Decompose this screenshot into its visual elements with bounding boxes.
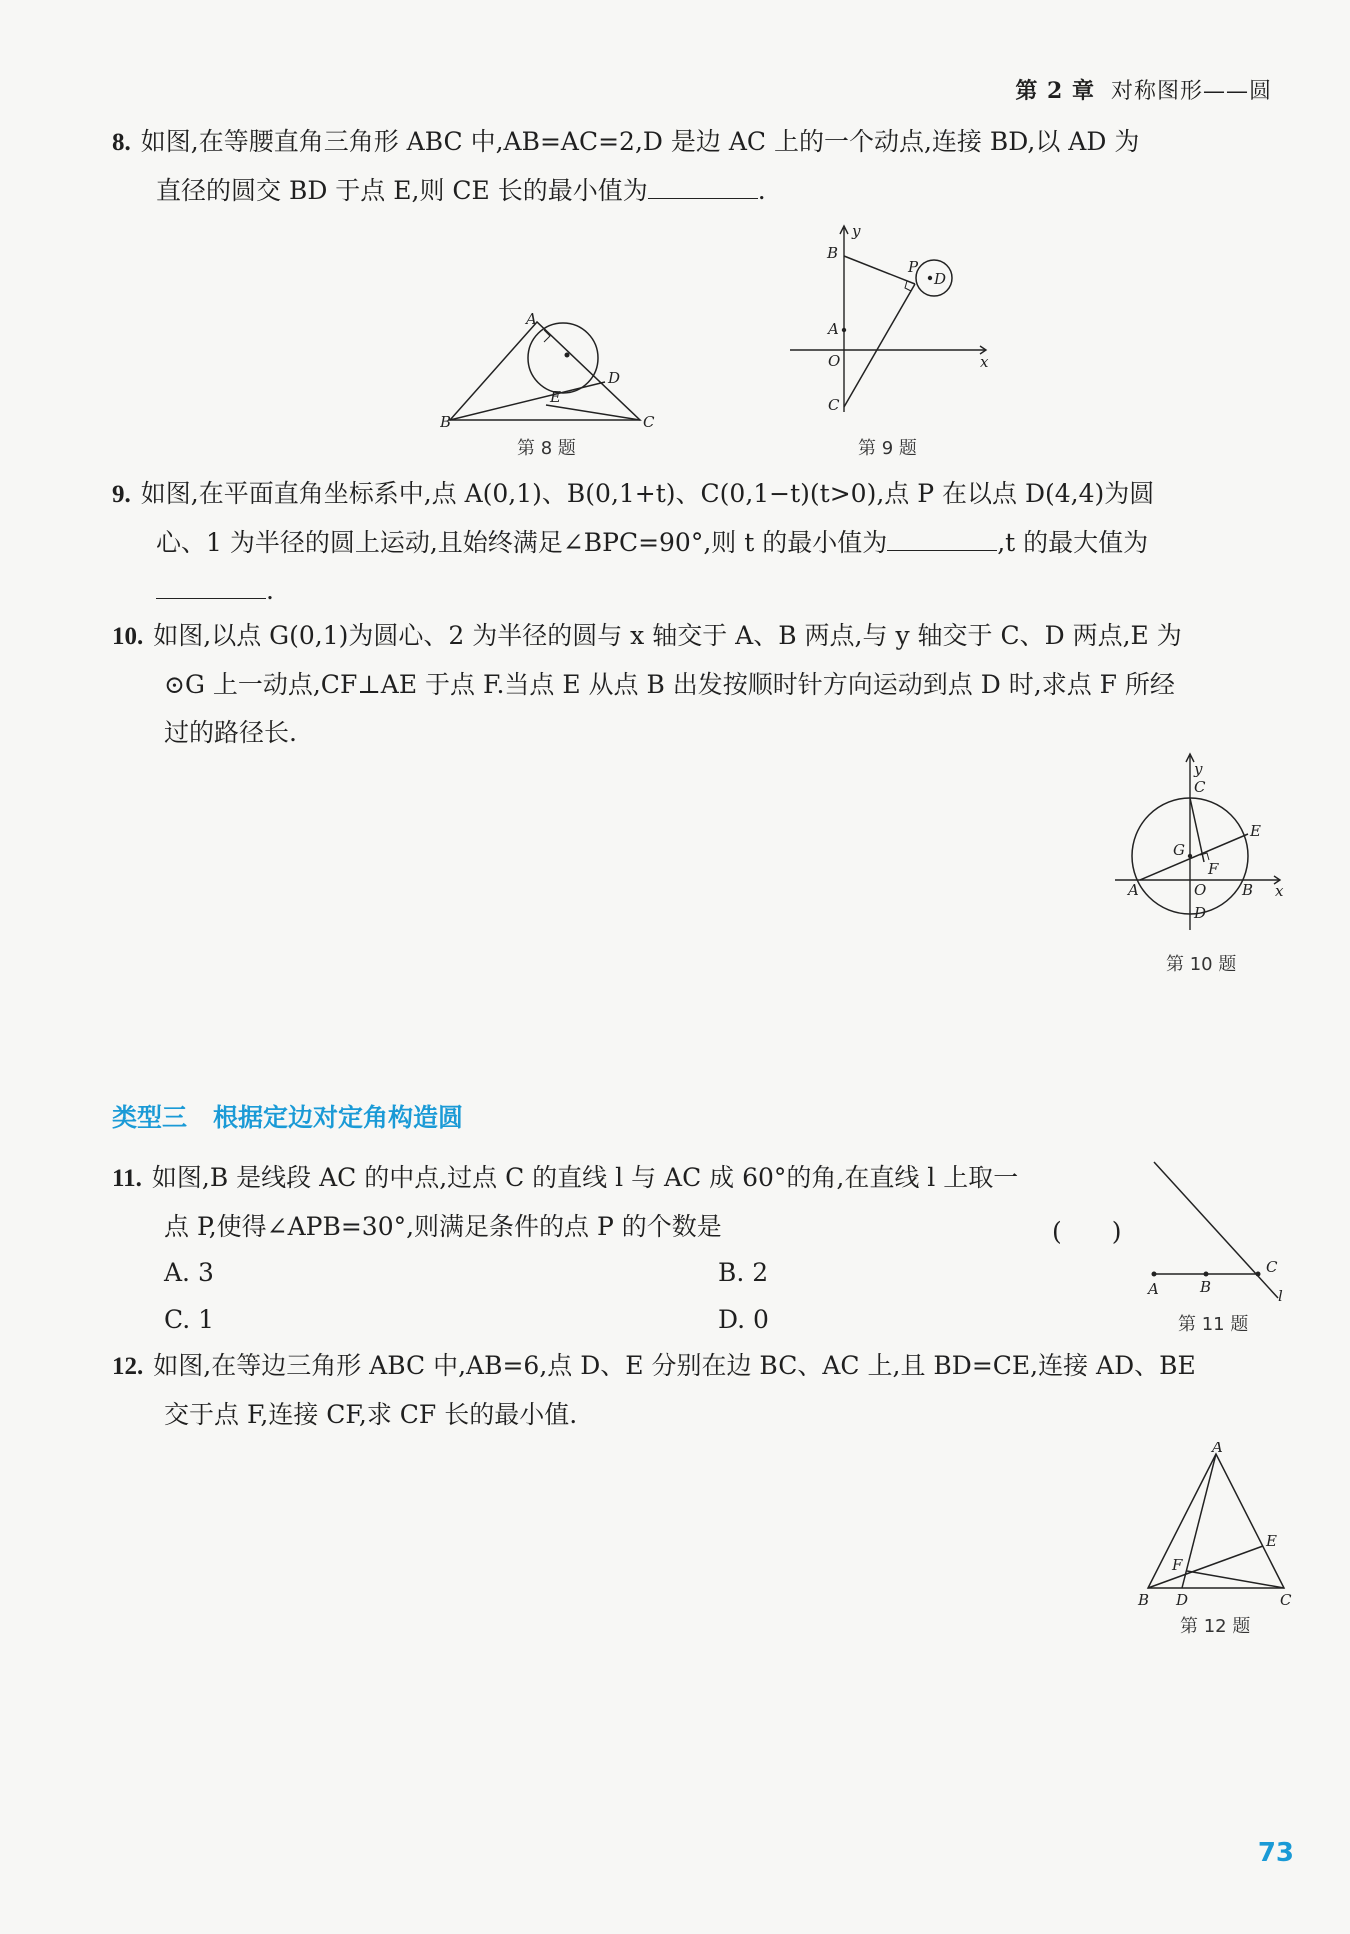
section-header xyxy=(112,1098,463,1134)
question-number: 8. xyxy=(112,129,131,156)
question-number: 11. xyxy=(112,1165,142,1192)
question-text-line: 直径的圆交 BD 于点 E,则 CE 长的最小值为 xyxy=(156,176,648,205)
figure-10-caption: 第 10 题 xyxy=(1166,954,1237,975)
label-x-axis: x xyxy=(980,353,989,371)
figure-9-caption: 第 9 题 xyxy=(858,438,917,459)
question-text-line: 过的路径长. xyxy=(164,718,297,747)
question-text-line: 交于点 F,连接 CF,求 CF 长的最小值. xyxy=(164,1400,578,1429)
question-text-line: ,t 的最大值为 xyxy=(997,528,1149,557)
label-c: C xyxy=(1266,1258,1278,1276)
question-text-line: 心、1 为半径的圆上运动,且始终满足∠BPC=90°,则 t 的最小值为 xyxy=(156,528,888,557)
section-title: 根据定边对定角构造圆 xyxy=(213,1103,464,1132)
section-label: 类型三 xyxy=(112,1103,188,1132)
label-f: F xyxy=(1172,1556,1183,1574)
question-text-line: 如图,B 是线段 AC 的中点,过点 C 的直线 l 与 AC 成 60°的角,在直线 l 上取一 xyxy=(151,1163,1019,1192)
label-c: C xyxy=(643,413,655,430)
label-b: B xyxy=(1242,881,1254,899)
label-b: B xyxy=(1200,1278,1212,1296)
choice-c[interactable]: C. 1 xyxy=(164,1305,215,1334)
chapter-header xyxy=(1015,74,1272,105)
question-number: 12. xyxy=(112,1353,144,1380)
label-l: l xyxy=(1278,1287,1283,1305)
question-text-line: 如图,在平面直角坐标系中,点 A(0,1)、B(0,1+t)、C(0,1−t)(t>0),点 P 在以点 D(4,4)为圆 xyxy=(140,479,1155,508)
point-g-dot xyxy=(1188,854,1192,858)
point-b-dot xyxy=(1204,1272,1209,1277)
label-d: D xyxy=(934,270,947,288)
label-d: D xyxy=(1176,1591,1189,1608)
period: . xyxy=(757,176,766,205)
point-d-dot xyxy=(928,276,932,280)
choice-a[interactable]: A. 3 xyxy=(164,1258,214,1287)
question-9 xyxy=(112,470,1292,615)
label-d: D xyxy=(1194,904,1207,922)
circle-ad xyxy=(528,323,598,393)
figure-12-caption: 第 12 题 xyxy=(1180,1616,1251,1637)
figure-8 xyxy=(440,310,660,430)
segment-cp xyxy=(844,284,915,407)
question-number: 9. xyxy=(112,481,131,508)
segment-ae xyxy=(1140,834,1248,880)
label-g: G xyxy=(1173,841,1185,859)
line-l xyxy=(1154,1162,1278,1298)
label-b: B xyxy=(440,413,452,430)
label-f: F xyxy=(1208,860,1219,878)
figure-11 xyxy=(1140,1158,1290,1308)
figure-8-caption: 第 8 题 xyxy=(517,438,576,459)
question-text-line: 点 P,使得∠APB=30°,则满足条件的点 P 的个数是 xyxy=(164,1212,722,1241)
choice-d[interactable]: D. 0 xyxy=(718,1305,769,1334)
center-dot xyxy=(565,353,570,358)
figure-11-caption: 第 11 题 xyxy=(1178,1314,1249,1335)
label-p: P xyxy=(908,258,919,276)
segment-bp xyxy=(844,256,915,284)
label-e: E xyxy=(1250,822,1261,840)
segment-ad xyxy=(1182,1454,1216,1588)
label-a: A xyxy=(828,320,839,338)
figure-12 xyxy=(1136,1442,1296,1608)
question-text-line: 如图,在等边三角形 ABC 中,AB=6,点 D、E 分别在边 BC、AC 上,且 BD=CE,连接 AD、BE xyxy=(153,1351,1196,1380)
answer-blank[interactable] xyxy=(648,172,758,199)
label-x-axis: x xyxy=(1275,882,1284,900)
answer-parentheses[interactable]: ( ) xyxy=(1052,1217,1122,1246)
point-a-dot xyxy=(1152,1272,1157,1277)
period: . xyxy=(266,576,274,605)
label-origin: O xyxy=(828,352,841,370)
segment-cf xyxy=(1190,798,1204,862)
chapter-title: 对称图形——圆 xyxy=(1110,79,1272,104)
label-origin: O xyxy=(1194,881,1207,899)
label-a: A xyxy=(1212,1442,1223,1456)
segment-bd xyxy=(450,382,605,420)
question-12 xyxy=(112,1342,1292,1439)
label-b: B xyxy=(1138,1591,1150,1608)
question-8 xyxy=(112,118,1292,215)
chapter-number: 第 2 章 xyxy=(1015,78,1095,104)
triangle-abc xyxy=(1148,1454,1284,1588)
question-text-line: ⊙G 上一动点,CF⊥AE 于点 F.当点 E 从点 B 出发按顺时针方向运动到点 D 时,求点 F 所经 xyxy=(164,670,1175,699)
question-number: 10. xyxy=(112,623,144,650)
label-c: C xyxy=(1194,778,1206,796)
page-number: 73 xyxy=(1257,1838,1294,1868)
question-text-line: 如图,以点 G(0,1)为圆心、2 为半径的圆与 x 轴交于 A、B 两点,与 y 轴交于 C、D 两点,E 为 xyxy=(153,621,1182,650)
question-10 xyxy=(112,612,1292,757)
question-11 xyxy=(112,1154,1132,1251)
label-e: E xyxy=(1266,1532,1277,1550)
figure-9 xyxy=(780,222,1000,418)
answer-blank-min[interactable] xyxy=(887,524,997,551)
choice-b[interactable]: B. 2 xyxy=(718,1258,769,1287)
label-e: E xyxy=(550,388,561,406)
segment-cf xyxy=(1187,1571,1284,1588)
label-d: D xyxy=(608,369,621,387)
label-a: A xyxy=(1128,881,1139,899)
label-a: A xyxy=(526,310,537,328)
label-y-axis: y xyxy=(852,222,861,240)
point-c-dot xyxy=(1256,1272,1261,1277)
label-c: C xyxy=(828,396,840,414)
point-a-dot xyxy=(842,328,846,332)
label-a: A xyxy=(1148,1280,1159,1298)
question-text-line: 如图,在等腰直角三角形 ABC 中,AB=AC=2,D 是边 AC 上的一个动点,连接 BD,以 AD 为 xyxy=(140,127,1140,156)
label-y-axis: y xyxy=(1194,760,1203,778)
label-b: B xyxy=(827,244,839,262)
figure-10 xyxy=(1110,752,1290,932)
label-c: C xyxy=(1280,1591,1292,1608)
answer-blank-max[interactable] xyxy=(156,572,266,599)
